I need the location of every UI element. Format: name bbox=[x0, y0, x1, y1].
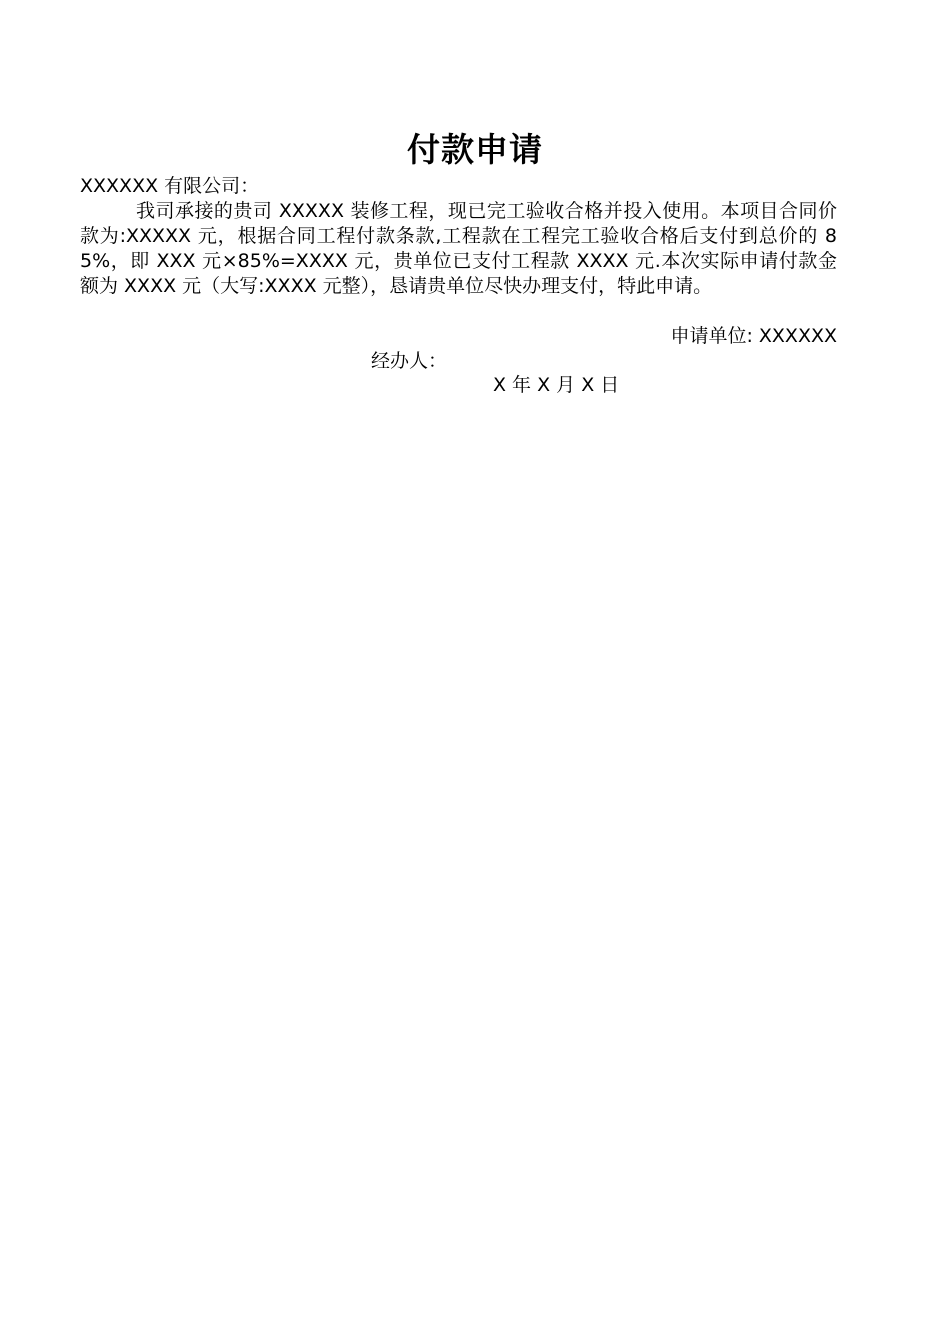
applicant-line: 申请单位: XXXXXX bbox=[670, 325, 837, 347]
addressee-line: XXXXXX 有限公司： bbox=[80, 175, 260, 197]
date-line: X 年 X 月 X 日 bbox=[493, 374, 620, 396]
handler-line: 经办人： bbox=[371, 350, 448, 372]
document-title: 付款申请 bbox=[407, 130, 543, 169]
body-paragraph: 我司承接的贵司 XXXXX 装修工程，现已完工验收合格并投入使用。本项目合同价款为:XXXXX 元，根据合同工程付款条款,工程款在工程完工验收合格后支付到总价的 85%，即 XXX 元×85%=XXXX 元，贵单位已支付工程款 XXXX 元.本次实际申请付款金额为 XXXX 元（大写:XXXX 元整），恳请贵单位尽快办理支付，特此申请。 bbox=[80, 200, 837, 297]
